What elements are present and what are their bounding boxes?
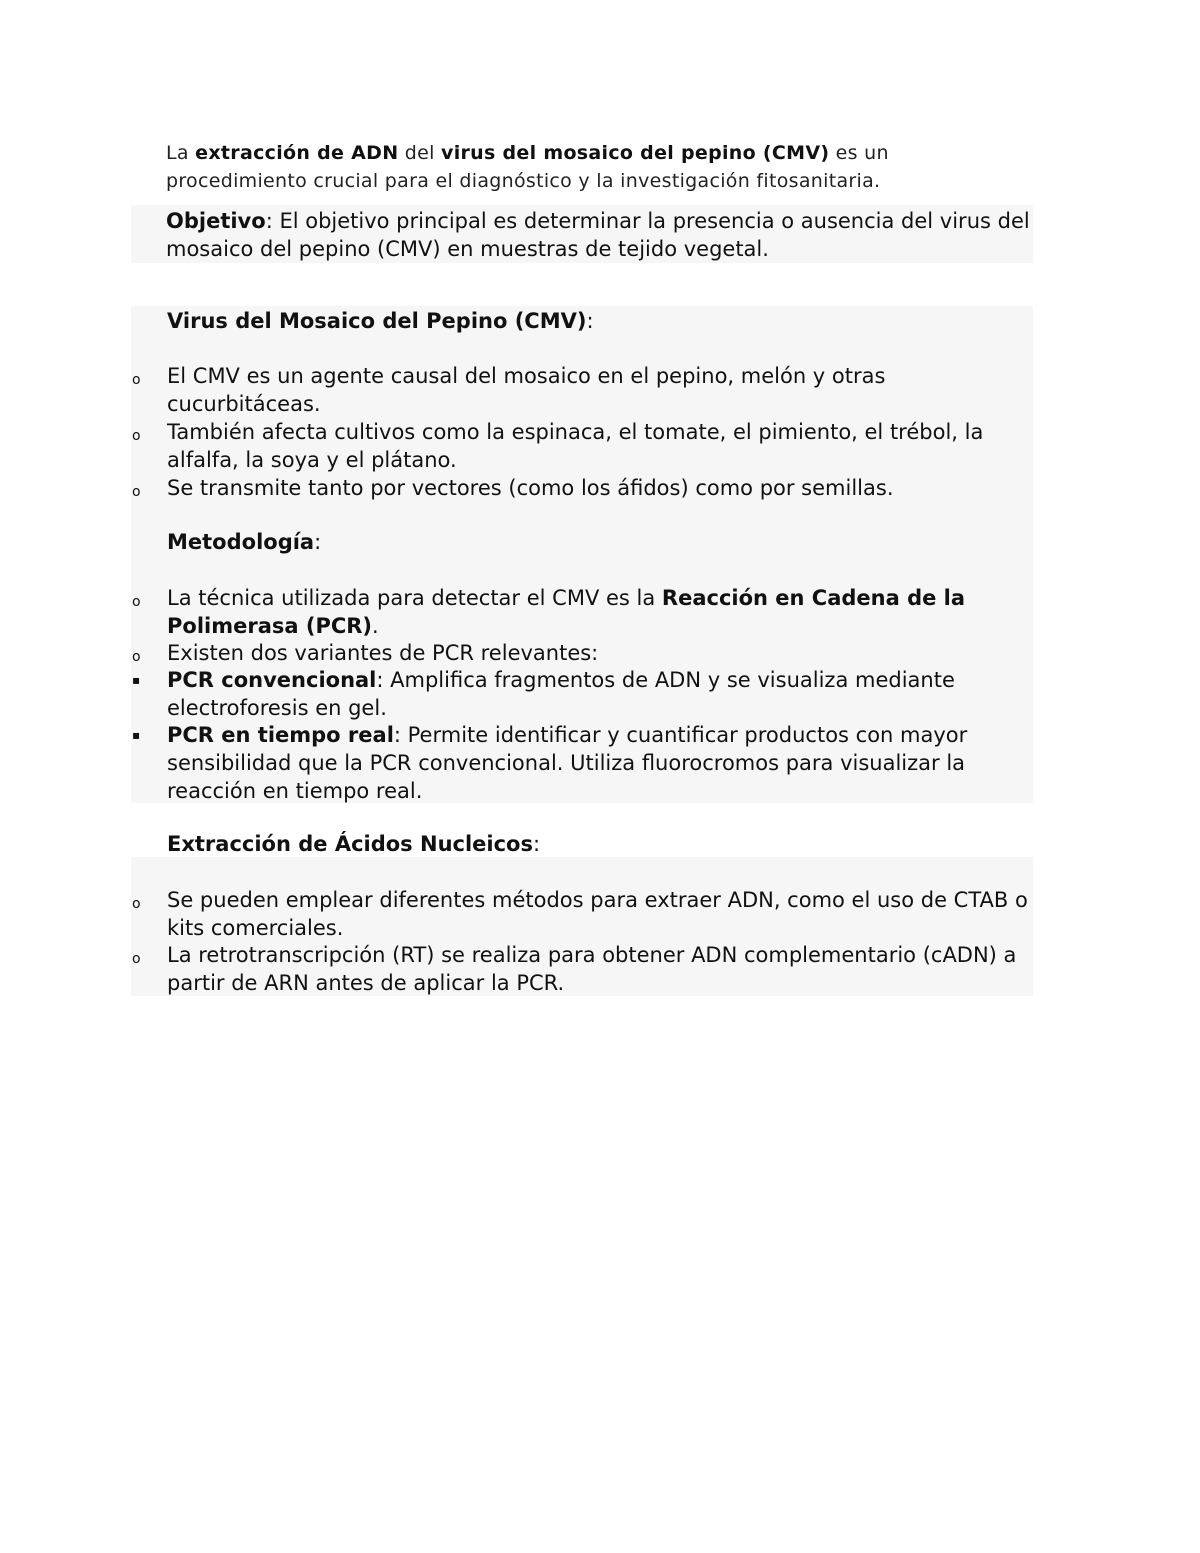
bullet-circle-icon: o <box>132 372 141 388</box>
list-item <box>167 666 1033 722</box>
list-item: Existen dos variantes de PCR relevantes: <box>167 641 599 665</box>
metodologia-heading-colon: : <box>314 530 322 554</box>
objetivo-label: Objetivo <box>166 209 266 233</box>
metodologia-item1-text: La técnica utilizada para detectar el CMV es la <box>167 586 662 610</box>
metodologia-item1-end: . <box>372 614 379 638</box>
metodologia-heading-text: Metodología <box>167 530 315 554</box>
intro-paragraph <box>166 139 996 195</box>
bullet-circle-icon: o <box>132 484 141 500</box>
metodologia-heading <box>167 528 321 556</box>
metodologia-sub2-text: : Permite identificar y cuantificar productos con mayor sensibilidad que la PCR convencional. Utiliza fluorocromos para visualizar la reacción en tiempo real. <box>167 723 968 803</box>
intro-text-3: es un procedimiento crucial para el diagnóstico y la investigación fitosanitaria. <box>166 142 889 192</box>
virus-heading <box>167 307 594 335</box>
metodologia-sub2-bold: PCR en tiempo real <box>167 723 394 747</box>
bullet-circle-icon: o <box>132 649 141 665</box>
list-item <box>167 721 1033 805</box>
bullet-circle-icon: o <box>132 896 141 912</box>
bullet-square-icon: ▪ <box>132 728 141 742</box>
list-item: El CMV es un agente causal del mosaico en el pepino, melón y otras cucurbitáceas. <box>167 364 886 416</box>
extraccion-heading-colon: : <box>532 832 541 856</box>
intro-text-1: La <box>166 142 196 164</box>
metodologia-sub1-text: : Amplifica fragmentos de ADN y se visualiza mediante electroforesis en gel. <box>167 668 955 720</box>
objetivo-paragraph <box>166 207 1032 263</box>
bullet-square-icon: ▪ <box>132 673 141 687</box>
virus-heading-colon: : <box>586 309 594 333</box>
metodologia-sub1-bold: PCR convencional <box>167 668 377 692</box>
list-item: Se transmite tanto por vectores (como los áfidos) como por semillas. <box>167 476 894 500</box>
intro-text-2: del <box>398 142 442 164</box>
extraccion-heading <box>167 830 540 858</box>
list-item: Se pueden emplear diferentes métodos para extraer ADN, como el uso de CTAB o kits comerciales. <box>167 888 1028 940</box>
bullet-circle-icon: o <box>132 951 141 967</box>
metodologia-item1-bold: Reacción en Cadena de la Polimerasa (PCR) <box>167 586 966 638</box>
bullet-circle-icon: o <box>132 428 141 444</box>
list-item <box>167 584 1033 640</box>
extraccion-heading-text: Extracción de Ácidos Nucleicos <box>167 832 533 856</box>
list-item: La retrotranscripción (RT) se realiza para obtener ADN complementario (cADN) a partir de ARN antes de aplicar la PCR. <box>167 943 1017 995</box>
virus-heading-text: Virus del Mosaico del Pepino (CMV) <box>167 309 587 333</box>
intro-bold-1: extracción de ADN <box>195 142 399 164</box>
bullet-circle-icon: o <box>132 594 141 610</box>
intro-bold-2: virus del mosaico del pepino (CMV) <box>441 142 830 164</box>
objetivo-text: : El objetivo principal es determinar la presencia o ausencia del virus del mosaico del pepino (CMV) en muestras de tejido vegetal. <box>166 209 1030 261</box>
list-item: También afecta cultivos como la espinaca, el tomate, el pimiento, el trébol, la alfalfa, la soya y el plátano. <box>167 420 984 472</box>
